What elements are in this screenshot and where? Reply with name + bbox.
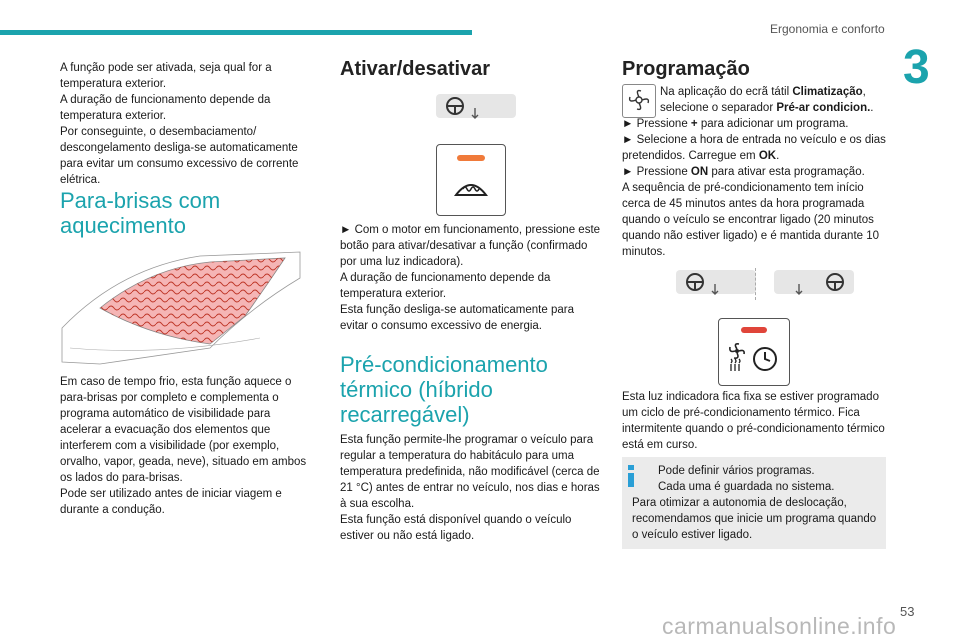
steering-wheel-icon: [684, 272, 706, 292]
dashboard-location-panel-right: [774, 270, 854, 294]
preconditioning-indicator-button[interactable]: [718, 318, 790, 386]
paragraph: Esta luz indicadora fica fixa se estiver programado um ciclo de pré-condicionamento térmico. Fica intermitente quando o pré-condicionamento térmico está em curso.: [622, 391, 885, 451]
paragraph: A sequência de pré-condicionamento tem início cerca de 45 minutos antes da hora programada quando o veículo se encontrar ligado (20 minutos quando não estiver ligado) e é mantida durante 10 minutos.: [622, 182, 880, 258]
location-pointer-icon: [710, 284, 720, 298]
paragraph: [622, 84, 886, 100]
page-number: 53: [900, 604, 915, 619]
paragraph: Esta função está disponível quando o veículo estiver ou não está ligado.: [340, 514, 572, 542]
paragraph: Por conseguinte, o desembaciamento/ descongelamento desliga-se automaticamente para evitar um consumo excessivo de corrente elétrica.: [60, 126, 299, 186]
paragraph: Pode ser utilizado antes de iniciar viagem e durante a condução.: [60, 488, 282, 516]
windscreen-text: [60, 374, 310, 518]
paragraph: A duração de funcionamento depende da temperatura exterior.: [340, 272, 551, 300]
indicator-led: [741, 327, 767, 333]
ok-key: OK: [758, 150, 777, 162]
chapter-number: 3: [903, 41, 930, 94]
indicator-led: [457, 155, 485, 161]
location-pointer-icon: [470, 108, 480, 122]
divider: [755, 268, 756, 300]
dashboard-location-panel: [436, 94, 516, 118]
heated-windscreen-illustration: [60, 248, 310, 366]
text: ► Pressione: [622, 118, 691, 130]
section-heading-programming: Programação: [622, 58, 750, 80]
watermark: carmanualsonline.info: [662, 613, 897, 639]
paragraph: Para otimizar a autonomia de deslocação, recomendamos que inicie um programa quando o veículo estiver ligado.: [632, 497, 877, 541]
text: .: [776, 150, 780, 162]
running-header: Ergonomia e conforto: [770, 22, 885, 36]
section-heading-activate: Ativar/desativar: [340, 58, 491, 80]
paragraph: [622, 100, 886, 116]
info-box: [622, 457, 886, 549]
text: ► Pressione: [622, 166, 691, 178]
on-key: ON: [690, 166, 709, 178]
paragraph: A duração de funcionamento depende da temperatura exterior.: [60, 94, 271, 122]
info-text: [632, 463, 882, 543]
heated-windscreen-button[interactable]: [436, 144, 506, 216]
location-pointer-icon: [794, 284, 804, 298]
text: selecione o separador: [660, 102, 777, 114]
paragraph: A função pode ser ativada, seja qual for a temperatura exterior.: [60, 62, 272, 90]
paragraph: Pode definir vários programas.: [658, 465, 815, 477]
text: Na aplicação do ecrã tátil: [660, 86, 793, 98]
tab-name: Pré-ar condicion.: [776, 102, 871, 114]
section-heading-windscreen: Para-brisas com aquecimento: [60, 188, 221, 238]
paragraph: [622, 164, 886, 180]
steering-wheel-icon: [824, 272, 846, 292]
paragraph: Cada uma é guardada no sistema.: [658, 481, 835, 493]
paragraph: [622, 132, 886, 164]
section-heading-preconditioning: Pré-condicionamento térmico (híbrido recarregável): [340, 352, 548, 427]
activate-text: [340, 222, 602, 334]
text: para ativar esta programação.: [708, 166, 865, 178]
paragraph: Esta função permite-lhe programar o veículo para regular a temperatura do habitáculo para uma temperatura predefinida, não modificável (cerca de 21 °C) antes de entrar no veículo, nos dias e horas à sua escolha.: [340, 434, 600, 510]
windscreen-defrost-icon: [453, 173, 489, 199]
paragraph: ► Com o motor em funcionamento, pressione este botão para ativar/desativar a função (confirmado por uma luz indicadora).: [340, 224, 601, 268]
preconditioning-text: [340, 432, 602, 544]
indicator-text: [622, 389, 886, 453]
text: para adicionar um programa.: [697, 118, 849, 130]
text: ► Selecione a hora de entrada no veículo e os dias pretendidos. Carregue em: [622, 134, 886, 162]
dashboard-location-panel-left: [676, 270, 756, 294]
header-accent-bar: [0, 30, 472, 35]
paragraph: [622, 116, 886, 132]
paragraph: Em caso de tempo frio, esta função aquece o para-brisas por completo e complementa o programa automático de visibilidade para acelerar a evacuação dos elementos que interferem com a visibilidade (por exemplo, orvalho, vapor, geada, neve), situado em ambos os lados do para-brisas.: [60, 376, 307, 484]
text: ,: [862, 86, 866, 98]
fan-clock-icon: [727, 341, 781, 375]
text: .: [870, 102, 874, 114]
intro-text: [60, 60, 310, 188]
programming-steps: [622, 84, 886, 260]
app-name: Climatização: [792, 86, 863, 98]
plus-key: +: [690, 118, 698, 130]
steering-wheel-icon: [444, 96, 466, 116]
paragraph: Esta função desliga-se automaticamente para evitar o consumo excessivo de energia.: [340, 304, 574, 332]
